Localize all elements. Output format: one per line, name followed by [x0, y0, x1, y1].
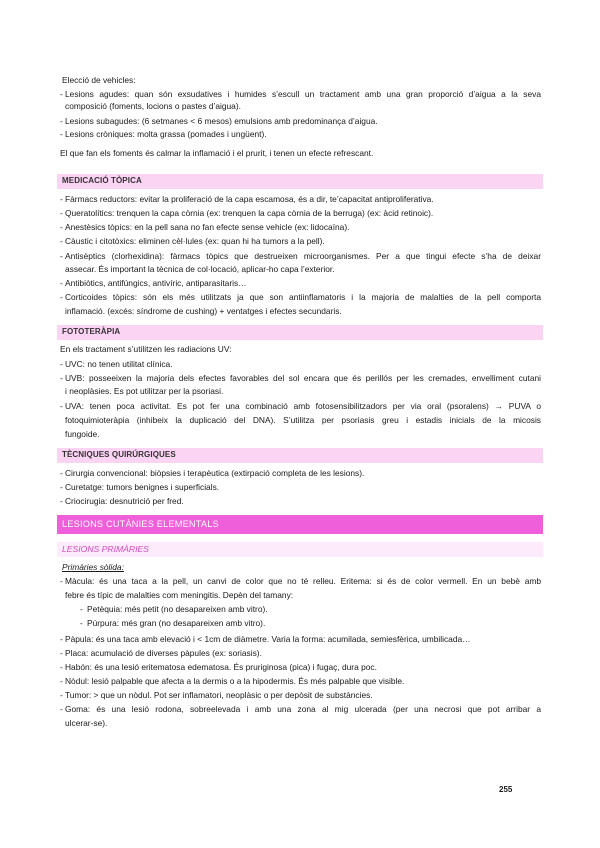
- list-item: Antibiòtics, antifúngics, antivíric, antiparasitaris…: [65, 278, 247, 288]
- list-item: Antisèptics (clorhexidina): fàrmacs tòpics que destrueixen microorganismes. Per a que tingui efecte s’ha de deixar: [65, 251, 541, 261]
- list-dash: -: [60, 292, 63, 302]
- list-item: Lesions cròniques: molta grassa (pomades i ungüent).: [65, 129, 267, 139]
- list-dash: -: [60, 251, 63, 261]
- section-title: TÈCNIQUES QUIRÚRGIQUES: [62, 450, 176, 459]
- list-item: UVC: no tenen utilitat clínica.: [65, 359, 173, 369]
- list-dash: -: [60, 482, 63, 492]
- list-dash: -: [60, 116, 63, 126]
- list-dash: -: [60, 373, 63, 383]
- list-dash: -: [60, 222, 63, 232]
- vehicle-choice-heading: Elecció de vehicles:: [62, 75, 136, 85]
- list-item: Criocirugia: desnutrició per fred.: [65, 496, 184, 506]
- list-dash: -: [60, 236, 63, 246]
- section-intro: En els tractament s’utilitzen les radiacions UV:: [60, 344, 232, 354]
- section-title: MEDICACIÓ TÒPICA: [62, 176, 142, 185]
- list-dash: -: [60, 662, 63, 672]
- list-dash: -: [80, 604, 83, 614]
- list-dash: -: [60, 690, 63, 700]
- list-item: Pàpula: és una taca amb elevació i < 1cm de diàmetre. Varia la forma: acumilada, semiesfèrica, umbilicada…: [65, 634, 471, 644]
- list-subitem: Púrpura: més gran (no desapareixen amb vitro).: [87, 618, 266, 628]
- list-dash: -: [60, 89, 63, 99]
- list-item: Tumor: > que un nòdul. Pot ser inflamatori, neoplàsic o per depòsit de substàncies.: [65, 690, 373, 700]
- primaries-solida-heading: Primàries sòlida:: [62, 562, 124, 572]
- list-item: UVB: posseeixen la majoria dels efectes favorables del sol encara que és perillós per les cremades, envelliment cutani: [65, 373, 541, 383]
- list-dash: -: [60, 576, 63, 586]
- list-item: Nòdul: lesió palpable que afecta a la dermis o a la hipodermis. És més palpable que visible.: [65, 676, 405, 686]
- list-item: Màcula: és una taca a la pell, un canvi de color que no té relleu. Eritema: si és de color vermell. En un bebè amb: [65, 576, 541, 586]
- list-dash: -: [60, 401, 63, 411]
- list-dash: -: [80, 618, 83, 628]
- list-item: Goma: és una lesió rodona, sobreelevada i amb una zona al mig ulcerada (per una necrosi que pot arribar a: [65, 704, 541, 714]
- list-item-continued: fungoide.: [65, 429, 100, 439]
- section-header-lesions: [57, 515, 543, 534]
- section-header-fototerapia: [57, 325, 543, 340]
- page-number: 255: [499, 785, 513, 794]
- list-item-continued: febre és típic de malalties com meningitis. Depèn del tamany:: [65, 590, 294, 600]
- list-dash: -: [60, 359, 63, 369]
- list-item-continued: inflamació. (excés: síndrome de cushing) + ventatges i efectes secundaris.: [65, 306, 342, 316]
- list-dash: -: [60, 648, 63, 658]
- list-subitem: Petèquia: més petit (no desapareixen amb vitro).: [87, 604, 268, 614]
- list-item: Fàrmacs reductors: evitar la proliferació de la capa escamosa, és a dir, te’capacitat antiproliferativa.: [65, 194, 434, 204]
- list-item: Cirurgia convencional: biòpsies i terapèutica (extirpació completa de les lesions).: [65, 468, 365, 478]
- list-item: Anestèsics tòpics: en la pell sana no fan efecte sense vehicle (ex: lidocaïna).: [65, 222, 350, 232]
- list-dash: -: [60, 208, 63, 218]
- list-item: UVA: tenen poca activitat. Es pot fer una combinació amb fotosensibilitzadors per via oral (psoralens) → PUVA o: [65, 401, 541, 411]
- section-title: FOTOTERÀPIA: [62, 327, 121, 336]
- list-dash: -: [60, 194, 63, 204]
- section-title: LESIONS CUTÀNIES ELEMENTALS: [62, 519, 219, 529]
- list-dash: -: [60, 129, 63, 139]
- list-dash: -: [60, 278, 63, 288]
- list-item: Queratolítics: trenquen la capa còrnia (ex: trenquen la capa còrnia de la berruga) (ex: àcid retinoic).: [65, 208, 434, 218]
- list-item-continued: composició (foments, locions o pastes d’aigua).: [65, 101, 241, 111]
- list-dash: -: [60, 496, 63, 506]
- list-dash: -: [60, 676, 63, 686]
- list-item: Curetatge: tumors benignes i superficials.: [65, 482, 220, 492]
- list-item-continued: assecar. És important la tècnica de col·locació, aplicar-ho capa l’exterior.: [65, 264, 335, 274]
- subsection-header-primaries: [57, 542, 543, 557]
- list-item: Corticoides tòpics: són els més utilitzats ja que son antiinflamatoris i la majoria de malalties de la pell comporta: [65, 292, 541, 302]
- list-dash: -: [60, 468, 63, 478]
- paragraph-note: El que fan els foments és calmar la inflamació i el prurit, i tenen un efecte refrescant.: [60, 148, 374, 158]
- list-item: Lesions subagudes: (6 setmanes < 6 mesos) emulsions amb predominança d’aigua.: [65, 116, 378, 126]
- list-dash: -: [60, 634, 63, 644]
- list-dash: -: [60, 704, 63, 714]
- list-item-continued: ulcerar-se).: [65, 718, 108, 728]
- list-item-continued: fotoquimioteràpia (inhibeix la duplicació del DNA). S’utilitza per psoriasis greu i estadis inicials de la micosis: [65, 415, 541, 425]
- section-header-medicacio: [57, 174, 543, 189]
- section-header-tecniques: [57, 448, 543, 463]
- list-item: Placa: acumulació de diverses pàpules (ex: soriasis).: [65, 648, 262, 658]
- subsection-title: LESIONS PRIMÀRIES: [62, 544, 149, 554]
- list-item: Habón: és una lesió eritematosa edematosa. És pruriginosa (pica) i fugaç, dura poc.: [65, 662, 377, 672]
- list-item-continued: i neoplàsies. Es pot utilitzar per la psoriasi.: [65, 386, 224, 396]
- list-item: Càustic i citotòxics: eliminen cèl·lules (ex: quan hi ha tumors a la pell).: [65, 236, 325, 246]
- list-item: Lesions agudes: quan són exsudatives i humides s’escull un tractament amb una gran proporció d’aigua a la seva: [65, 89, 541, 99]
